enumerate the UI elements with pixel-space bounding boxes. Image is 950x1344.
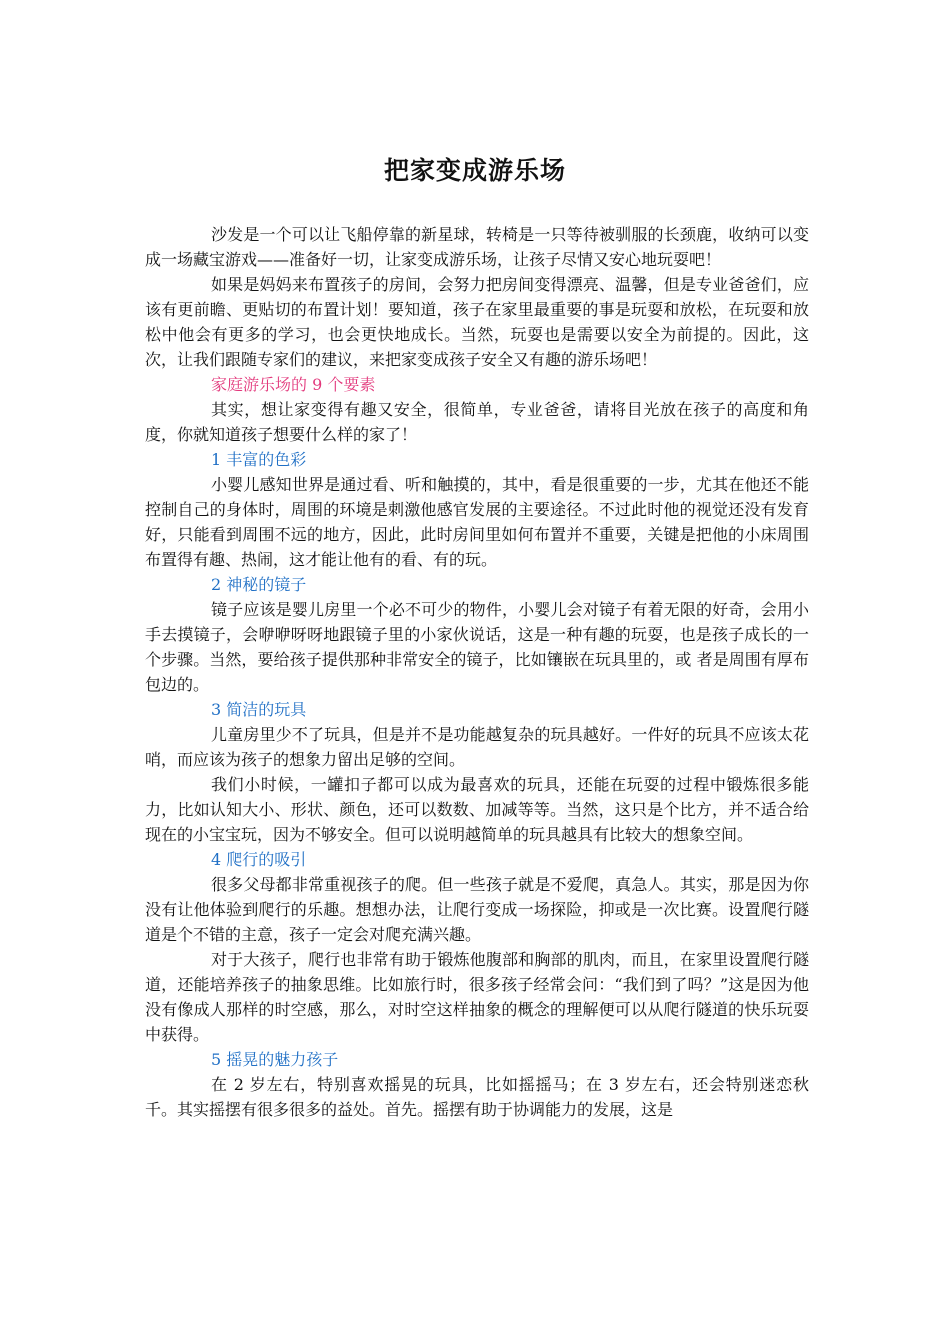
paragraph: 我们小时候，一罐扣子都可以成为最喜欢的玩具，还能在玩耍的过程中锻炼很多能力，比如认知大小、形状、颜色，还可以数数、加减等等。当然，这只是个比方，并不适合给现在的小宝宝玩，因为不够安全。但可以说明越简单的玩具越具有比较大的想象空间。 [145, 775, 809, 844]
paragraph: 对于大孩子，爬行也非常有助于锻炼他腹部和胸部的肌肉，而且，在家里设置爬行隧道，还能培养孩子的抽象思维。比如旅行时，很多孩子经常会问：“我们到了吗？”这是因为他没有像成人那样的时空感，那么，对时空这样抽象的概念的理解便可以从爬行隧道的快乐玩耍中获得。 [145, 950, 809, 1044]
document-title: 把家变成游乐场 [383, 155, 566, 185]
paragraph: 在 2 岁左右，特别喜欢摇晃的玩具，比如摇摇马；在 3 岁左右，还会特别迷恋秋千。其实摇摆有很多很多的益处。首先。摇摆有助于协调能力的发展，这是 [145, 1075, 809, 1119]
section-heading: 5 摇晃的魅力孩子 [211, 1050, 339, 1069]
document-body [145, 222, 809, 1122]
paragraph: 很多父母都非常重视孩子的爬。但一些孩子就是不爱爬，真急人。其实，那是因为你没有让他体验到爬行的乐趣。想想办法，让爬行变成一场探险，抑或是一次比赛。设置爬行隧道是个不错的主意，孩子一定会对爬充满兴趣。 [145, 875, 809, 944]
section-heading: 家庭游乐场的 9 个要素 [211, 375, 376, 394]
paragraph: 儿童房里少不了玩具，但是并不是功能越复杂的玩具越好。一件好的玩具不应该太花哨，而应该为孩子的想象力留出足够的空间。 [145, 725, 809, 769]
paragraph: 其实，想让家变得有趣又安全，很简单，专业爸爸，请将目光放在孩子的高度和角度，你就知道孩子想要什么样的家了！ [145, 400, 809, 444]
section-heading: 4 爬行的吸引 [211, 850, 307, 869]
section-heading: 3 简洁的玩具 [211, 700, 307, 719]
paragraph: 小婴儿感知世界是通过看、听和触摸的，其中，看是很重要的一步，尤其在他还不能控制自己的身体时，周围的环境是刺激他感官发展的主要途径。不过此时他的视觉还没有发育好，只能看到周围不远的地方，因此，此时房间里如何布置并不重要，关键是把他的小床周围布置得有趣、热闹，这才能让他有的看、有的玩。 [145, 475, 809, 569]
paragraph: 镜子应该是婴儿房里一个必不可少的物件，小婴儿会对镜子有着无限的好奇，会用小手去摸镜子，会咿咿呀呀地跟镜子里的小家伙说话，这是一种有趣的玩耍，也是孩子成长的一个步骤。当然，要给孩子提供那种非常安全的镜子，比如镶嵌在玩具里的，或 者是周围有厚布包边的。 [145, 600, 809, 694]
paragraph: 如果是妈妈来布置孩子的房间，会努力把房间变得漂亮、温馨，但是专业爸爸们，应该有更前瞻、更贴切的布置计划！要知道，孩子在家里最重要的事是玩耍和放松，在玩耍和放松中他会有更多的学习，也会更快地成长。当然，玩耍也是需要以安全为前提的。因此，这次，让我们跟随专家们的建议，来把家变成孩子安全又有趣的游乐场吧！ [145, 275, 809, 369]
section-heading: 1 丰富的色彩 [211, 450, 307, 469]
section-heading: 2 神秘的镜子 [211, 575, 307, 594]
paragraph: 沙发是一个可以让飞船停靠的新星球，转椅是一只等待被驯服的长颈鹿，收纳可以变成一场藏宝游戏——准备好一切，让家变成游乐场，让孩子尽情又安心地玩耍吧！ [145, 225, 809, 269]
